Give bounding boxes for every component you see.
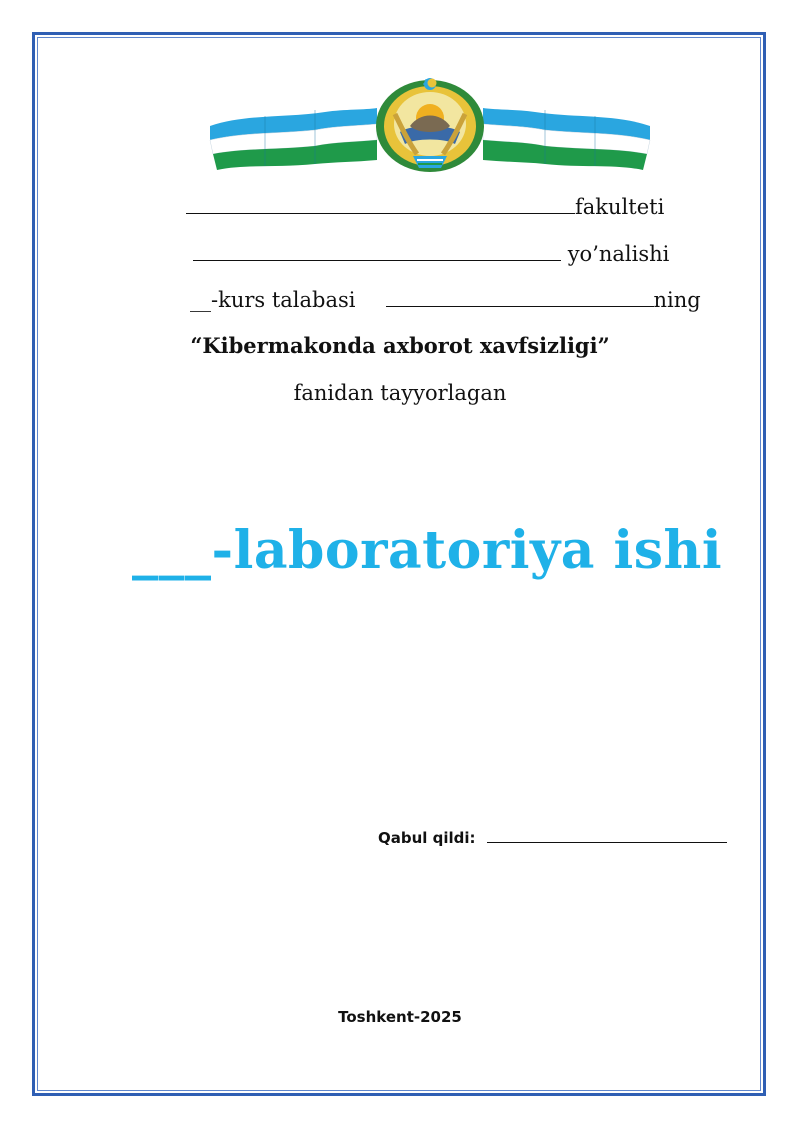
acceptance-line — [378, 828, 727, 847]
prepared-text: fanidan tayyorlagan — [293, 381, 507, 405]
faculty-suffix: fakulteti — [575, 195, 665, 219]
emblem-center — [376, 78, 484, 172]
direction-suffix: yo’nalishi — [567, 242, 670, 266]
state-emblem-icon — [205, 74, 655, 172]
flag-ribbon-left — [210, 108, 377, 170]
acceptance-label: Qabul qildi: — [378, 829, 476, 847]
faculty-blank — [186, 193, 575, 214]
acceptance-signature-blank — [487, 828, 727, 843]
direction-blank — [193, 240, 561, 261]
student-name-blank — [386, 286, 654, 307]
flag-ribbon-right — [483, 108, 650, 170]
place-year: Toshkent-2025 — [338, 1008, 462, 1026]
student-suffix: ning — [653, 288, 701, 312]
direction-line — [193, 240, 669, 266]
faculty-line — [186, 193, 664, 219]
lab-work-title: ___-laboratoriya ishi — [132, 520, 723, 581]
student-line — [190, 286, 701, 312]
course-prefix: __-kurs talabasi — [190, 288, 356, 312]
subject-title: “Kibermakonda axborot xavfsizligi” — [190, 333, 610, 358]
